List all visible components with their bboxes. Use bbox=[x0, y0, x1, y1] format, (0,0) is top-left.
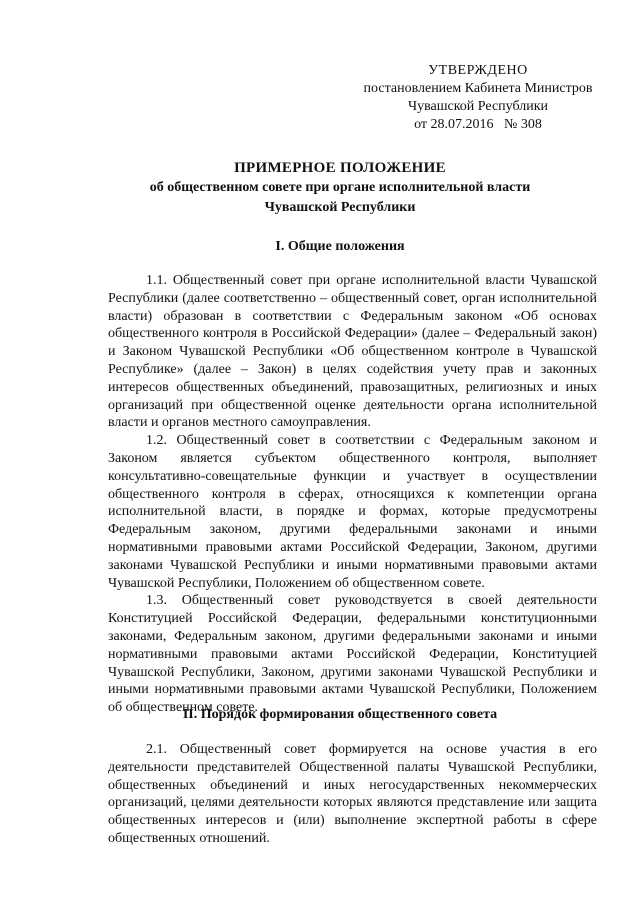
approval-status: УТВЕРЖДЕНО bbox=[428, 63, 528, 78]
paragraph-1-2: 1.2. Общественный совет в соответствии с Федеральным законом и Законом является субъектом общественного контроля, выполняет консультативно-совещательные функции и участвует в осуществлении общественного контроля в сферах, относящихся к компетенции органа исполнительной власти, в порядке и формах, которые предусмотрены Федеральным законом, другими федеральными законами и иными нормативными правовыми актами Российской Федерации, Законом, другими законами Чувашской Республики и иными нормативными правовыми актами Чувашской Республики, Положением об общественном совете. bbox=[108, 433, 597, 591]
approval-republic: Чувашской Республики bbox=[407, 99, 549, 114]
approval-authority: постановлением Кабинета Министров bbox=[363, 81, 593, 96]
approval-date-number: от 28.07.2016 № 308 bbox=[414, 117, 542, 132]
section-1-body bbox=[108, 272, 597, 717]
section-2-heading: II. Порядок формирования общественного совета bbox=[182, 707, 498, 722]
paragraph-1-3: 1.3. Общественный совет руководствуется в своей деятельности Конституцией Российской Федерации, федеральными конституционными законами, Федеральным законом, другими федеральными законами и иными нормативными правовыми актами Российской Федерации, Конституцией Чувашской Республики, Законом, другими законами Чувашской Республики и иными нормативными правовыми актами Чувашской Республики, Положением об общественном совете. bbox=[108, 593, 597, 716]
approval-stamp-block bbox=[358, 62, 598, 134]
document-subtitle: об общественном совете при органе исполнительной власти bbox=[149, 180, 531, 195]
paragraph-1-1: 1.1. Общественный совет при органе исполнительной власти Чувашской Республики (далее соответственно – общественный совет, орган исполнительной власти) образован в соответствии с Федеральным законом «Об основах общественного контроля в Российской Федерации» (далее – Федеральный закон) и Законом Чувашской Республики «Об общественном контроле в Чувашской Республике» (далее – Закон) в целях содействия учету прав и законных интересов общественных объединений, правозащитных, религиозных и иных организаций при общественной оценке деятельности органа исполнительной власти и органов местного самоуправления. bbox=[108, 273, 597, 431]
document-subtitle-republic: Чувашской Республики bbox=[264, 200, 416, 215]
paragraph-2-1: 2.1. Общественный совет формируется на основе участия в его деятельности представителей Общественной палаты Чувашской Республики, общественных объединений и иных негосударственных некоммерческих организаций, целями деятельности которых являются представление или защита общественных интересов и (или) выполнение экспертной работы в сфере общественных отношений. bbox=[108, 742, 597, 846]
document-title-block bbox=[90, 158, 590, 218]
section-2-body bbox=[108, 741, 597, 848]
section-1-heading: I. Общие положения bbox=[275, 239, 405, 254]
document-title: ПРИМЕРНОЕ ПОЛОЖЕНИЕ bbox=[234, 160, 446, 176]
